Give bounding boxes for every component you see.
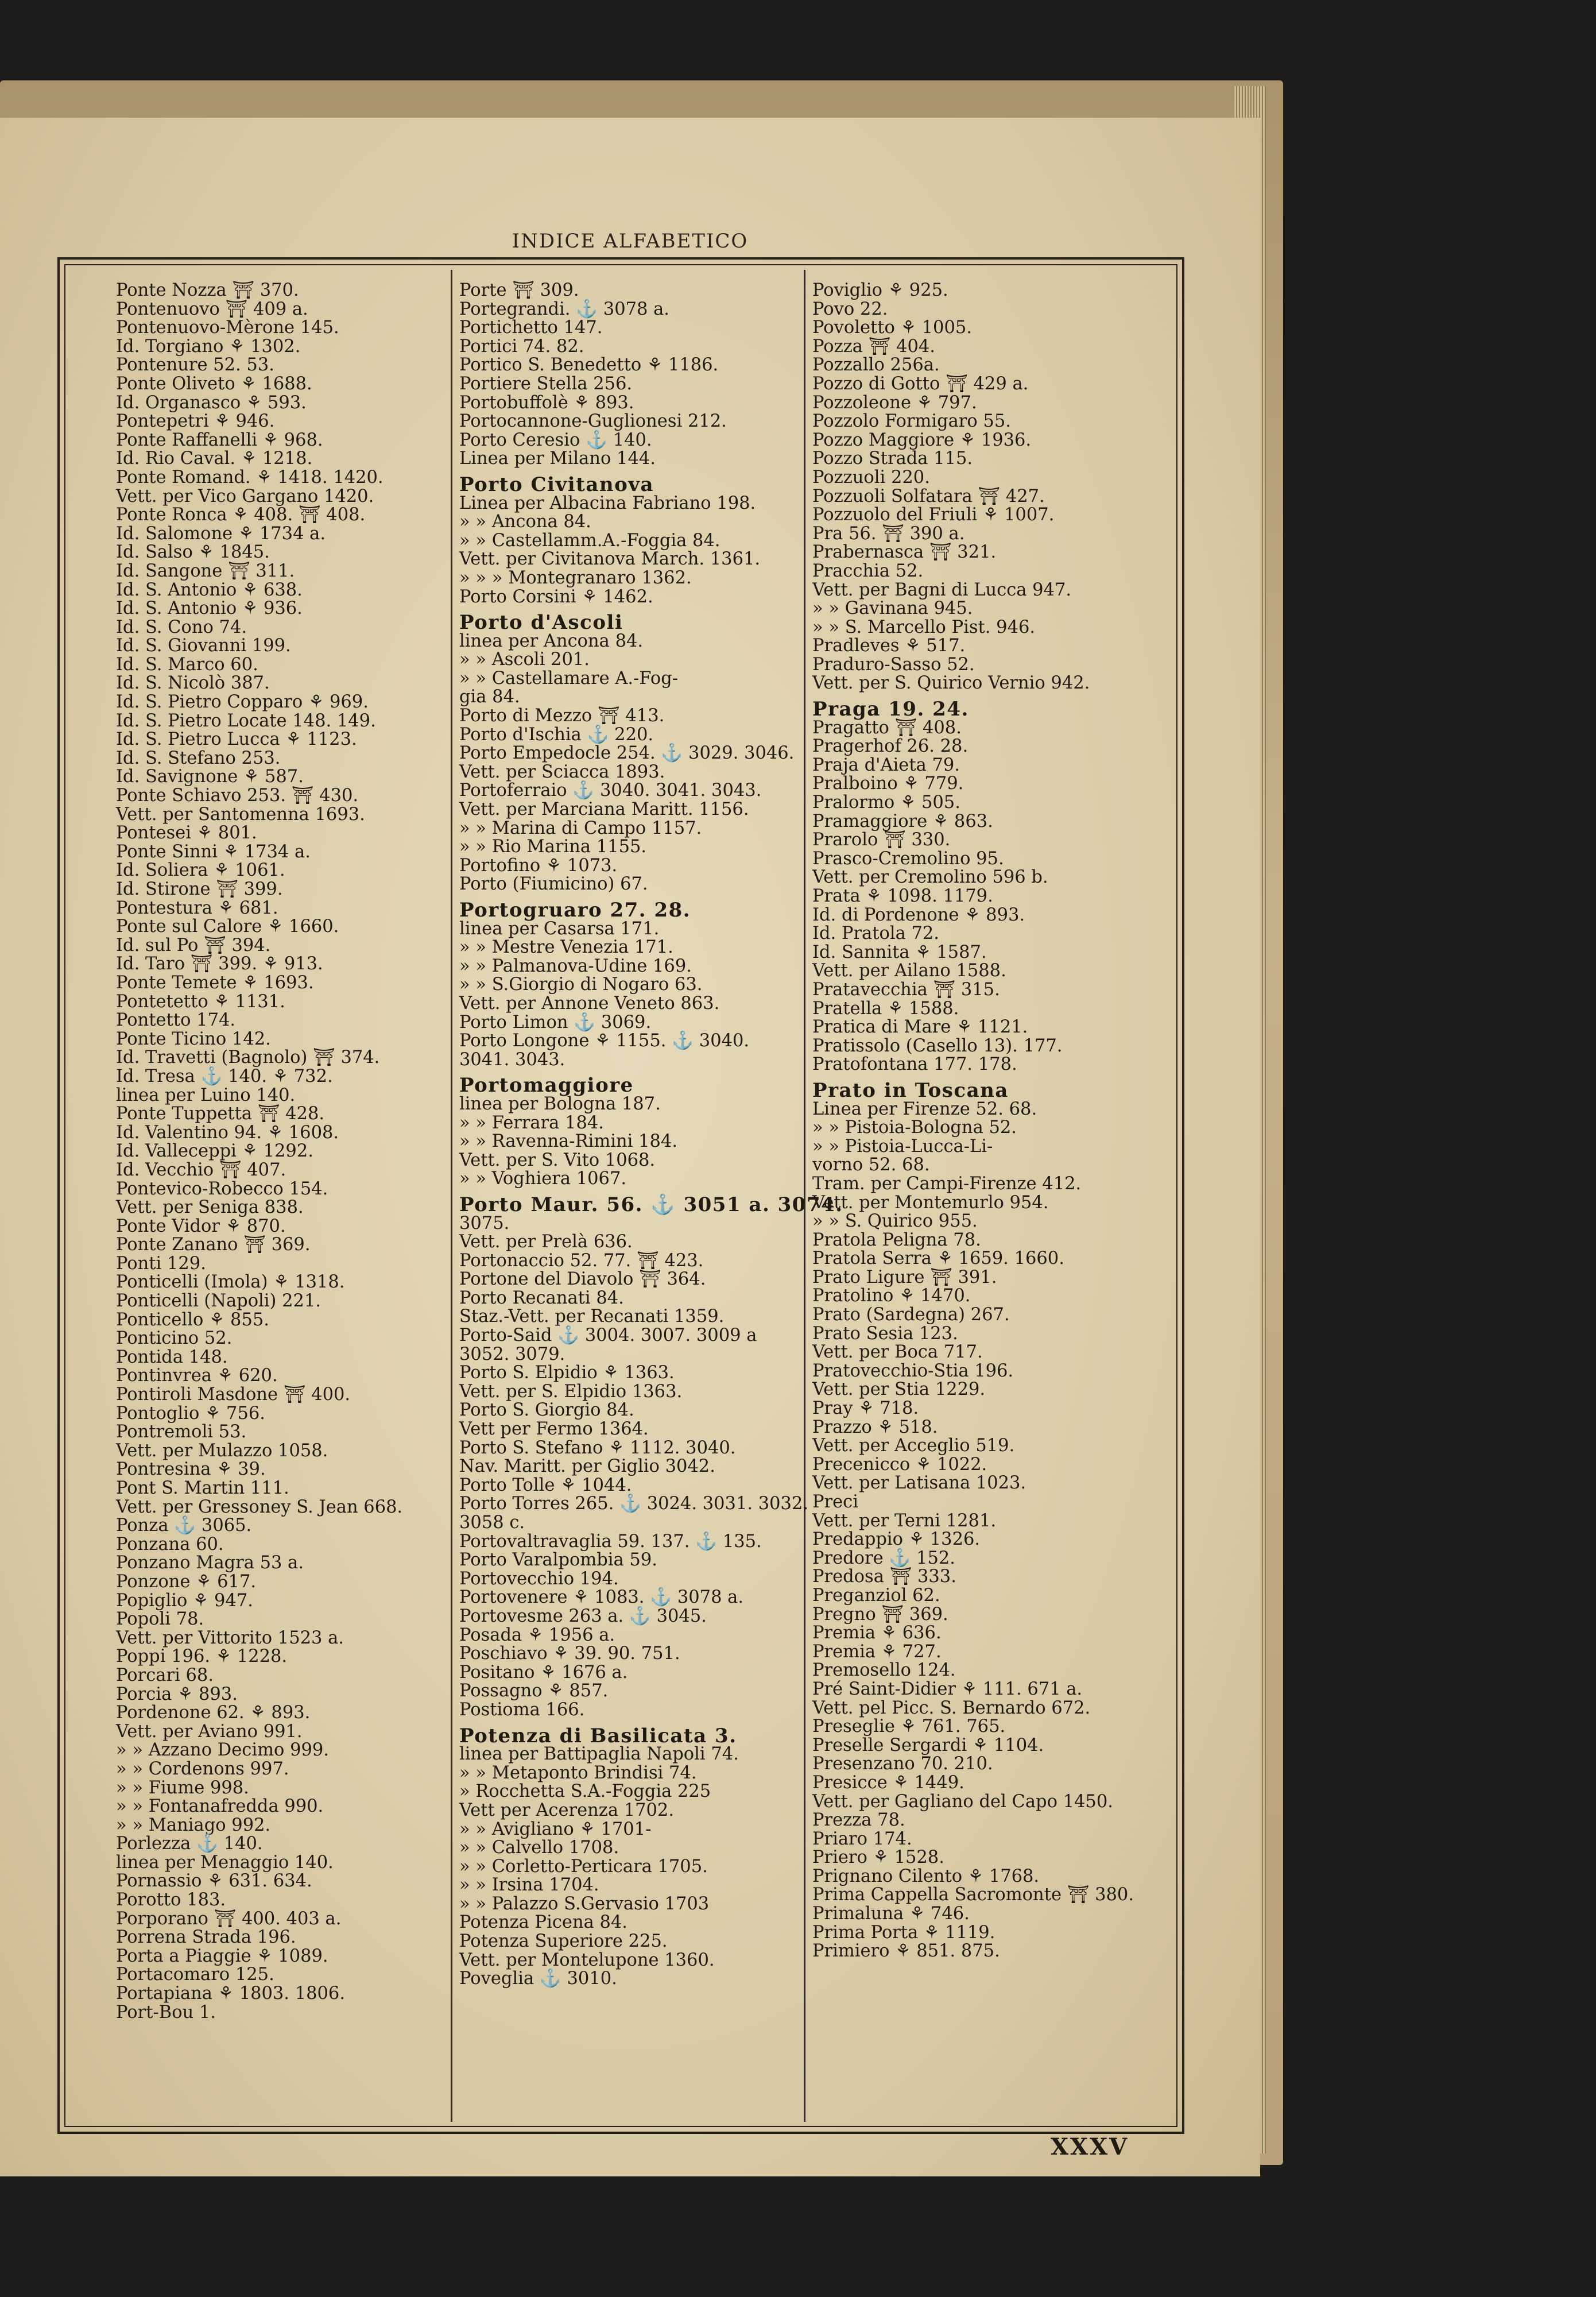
index-entry: Ponte Zanano ⛩ 369. — [116, 1235, 311, 1255]
index-entry: Vett. per Acceglio 519. — [812, 1436, 1015, 1456]
index-entry: Priero ⚘ 1528. — [812, 1847, 944, 1868]
index-entry: Ponte Romand. ⚘ 1418. 1420. — [116, 467, 383, 488]
index-entry: Vett. pel Picc. S. Bernardo 672. — [812, 1697, 1091, 1718]
index-entry: Porto Tolle ⚘ 1044. — [459, 1475, 632, 1495]
index-entry: 3058 c. — [459, 1513, 525, 1533]
index-entry: » » Azzano Decimo 999. — [116, 1740, 329, 1761]
index-entry: » » Ferrara 184. — [459, 1112, 604, 1133]
index-entry: 3041. 3043. — [459, 1049, 565, 1070]
index-entry: Id. Pratola 72. — [812, 923, 940, 944]
index-entry: Povoletto ⚘ 1005. — [812, 318, 972, 338]
index-entry: » » Metaponto Brindisi 74. — [459, 1762, 697, 1783]
index-entry: » » Palmanova-Udine 169. — [459, 956, 692, 976]
index-entry: Pratofontana 177. 178. — [812, 1054, 1017, 1075]
index-entry: Id. S. Nicolò 387. — [116, 673, 270, 694]
index-entry: Positano ⚘ 1676 a. — [459, 1662, 628, 1683]
index-entry: Portici 74. 82. — [459, 336, 584, 357]
index-entry: Ponte Ticino 142. — [116, 1028, 271, 1049]
index-entry: Portovecchio 194. — [459, 1568, 619, 1589]
index-entry: Ponzone ⚘ 617. — [116, 1571, 257, 1592]
index-entry: Pregno ⛩ 369. — [812, 1604, 948, 1625]
index-entry: Ponticino 52. — [116, 1328, 233, 1349]
index-entry: Preseglie ⚘ 761. 765. — [812, 1716, 1006, 1737]
index-entry: Vett. per Prelà 636. — [459, 1232, 633, 1252]
index-entry: » » Irsina 1704. — [459, 1875, 599, 1896]
index-entry: Pozza ⛩ 404. — [812, 336, 935, 357]
section-heading: Portomaggiore — [459, 1074, 634, 1097]
index-entry: Porotto 183. — [116, 1890, 226, 1911]
index-entry: Pontiroli Masdone ⛩ 400. — [116, 1385, 351, 1405]
index-entry: Pratella ⚘ 1588. — [812, 998, 959, 1019]
index-entry: Porrena Strada 196. — [116, 1927, 296, 1948]
index-entry: » » Calvello 1708. — [459, 1838, 619, 1858]
index-entry: Poviglio ⚘ 925. — [812, 280, 948, 300]
index-entry: Id. Stirone ⛩ 399. — [116, 879, 283, 899]
index-entry: Pozzuolo del Friuli ⚘ 1007. — [812, 505, 1055, 525]
index-entry: Vett. per Boca 717. — [812, 1342, 983, 1363]
index-entry: Portonaccio 52. 77. ⛩ 423. — [459, 1250, 704, 1271]
index-entry: Porto S. Elpidio ⚘ 1363. — [459, 1363, 675, 1383]
index-entry: Pratica di Mare ⚘ 1121. — [812, 1017, 1028, 1038]
index-entry: » » » Montegranaro 1362. — [459, 567, 692, 588]
index-entry: 3075. — [459, 1213, 510, 1233]
index-entry: Prezza 78. — [812, 1810, 905, 1831]
index-entry: Pray ⚘ 718. — [812, 1398, 919, 1419]
index-entry: Pozzo di Gotto ⛩ 429 a. — [812, 373, 1029, 394]
index-entry: Ponzana 60. — [116, 1534, 224, 1554]
index-entry: » » Gavinana 945. — [812, 598, 973, 619]
index-entry: Pratola Serra ⚘ 1659. 1660. — [812, 1248, 1064, 1269]
index-entry: Postioma 166. — [459, 1699, 585, 1720]
index-entry: Id. Travetti (Bagnolo) ⛩ 374. — [116, 1047, 380, 1068]
index-entry: Pralormo ⚘ 505. — [812, 792, 960, 813]
index-entry: Pra 56. ⛩ 390 a. — [812, 523, 965, 544]
index-entry: Ponzano Magra 53 a. — [116, 1553, 304, 1573]
index-entry: Pontevico-Robecco 154. — [116, 1178, 328, 1199]
index-entry: Precenicco ⚘ 1022. — [812, 1454, 987, 1475]
index-entry: Vett per Fermo 1364. — [459, 1419, 649, 1440]
index-entry: Id. Soliera ⚘ 1061. — [116, 860, 285, 881]
index-entry: Ponte Vidor ⚘ 870. — [116, 1216, 286, 1236]
index-entry: Id. Savignone ⚘ 587. — [116, 767, 304, 787]
index-entry: Potenza Picena 84. — [459, 1912, 627, 1933]
index-entry: » » Pistoia-Lucca-Li- — [812, 1136, 993, 1157]
page-header: INDICE ALFABETICO — [512, 230, 749, 253]
index-entry: Ponte Tuppetta ⛩ 428. — [116, 1104, 325, 1124]
index-entry: Portone del Diavolo ⛩ 364. — [459, 1269, 706, 1290]
index-entry: Vett. per Annone Veneto 863. — [459, 993, 720, 1014]
index-entry: Ponte Oliveto ⚘ 1688. — [116, 373, 312, 394]
index-entry: Pozzolo Formigaro 55. — [812, 411, 1011, 432]
index-entry: Popiglio ⚘ 947. — [116, 1590, 253, 1611]
index-entry: Porto Corsini ⚘ 1462. — [459, 586, 653, 607]
index-entry: Preselle Sergardi ⚘ 1104. — [812, 1735, 1044, 1755]
index-entry: Pratovecchio-Stia 196. — [812, 1360, 1014, 1381]
index-entry: Portichetto 147. — [459, 318, 603, 338]
index-entry: Predore ⚓ 152. — [812, 1548, 955, 1568]
index-entry: Prazzo ⚘ 518. — [812, 1417, 938, 1437]
index-entry: Tram. per Campi-Firenze 412. — [812, 1173, 1082, 1194]
index-entry: Porto Ceresio ⚓ 140. — [459, 430, 652, 450]
index-entry: Pratissolo (Casello 13). 177. — [812, 1035, 1063, 1056]
index-entry: Prima Porta ⚘ 1119. — [812, 1922, 995, 1943]
index-entry: Porporano ⛩ 400. 403 a. — [116, 1908, 342, 1929]
index-entry: » » Cordenons 997. — [116, 1758, 289, 1779]
index-entry: Portoferraio ⚓ 3040. 3041. 3043. — [459, 780, 762, 801]
index-entry: Pontida 148. — [116, 1347, 228, 1367]
index-entry: Pontesei ⚘ 801. — [116, 823, 257, 844]
index-entry: » » Palazzo S.Gervasio 1703 — [459, 1893, 710, 1914]
index-entry: Pratavecchia ⛩ 315. — [812, 979, 1000, 1000]
index-entry: Portovenere ⚘ 1083. ⚓ 3078 a. — [459, 1587, 744, 1608]
index-entry: Pozzo Maggiore ⚘ 1936. — [812, 430, 1032, 450]
index-entry: Id. S. Cono 74. — [116, 617, 247, 637]
section-heading: Potenza di Basilicata 3. — [459, 1724, 737, 1747]
column-divider — [451, 270, 452, 2122]
index-entry: Pratolino ⚘ 1470. — [812, 1286, 971, 1306]
index-column-1 — [116, 281, 402, 2022]
index-entry: linea per Luino 140. — [116, 1085, 296, 1105]
index-entry: Ponte Nozza ⛩ 370. — [116, 280, 299, 300]
index-entry: Pontetto 174. — [116, 1010, 236, 1031]
index-entry: Id. Valentino 94. ⚘ 1608. — [116, 1122, 339, 1143]
index-entry: Vett. per Gressoney S. Jean 668. — [116, 1496, 403, 1517]
index-entry: Id. Salomone ⚘ 1734 a. — [116, 523, 326, 544]
index-entry: Pradleves ⚘ 517. — [812, 636, 966, 656]
index-entry: Pontetetto ⚘ 1131. — [116, 991, 285, 1012]
index-entry: Id. di Pordenone ⚘ 893. — [812, 904, 1025, 925]
index-entry: Pragatto ⛩ 408. — [812, 717, 962, 738]
index-entry: Pratola Peligna 78. — [812, 1229, 981, 1250]
index-entry: Premia ⚘ 636. — [812, 1623, 942, 1644]
index-entry: Ponte Temete ⚘ 1693. — [116, 972, 314, 993]
index-entry: Prasco-Cremolino 95. — [812, 848, 1004, 869]
index-entry: » » Castellamm.A.-Foggia 84. — [459, 530, 720, 551]
index-entry: Id. Taro ⛩ 399. ⚘ 913. — [116, 954, 323, 975]
index-entry: Id. Vecchio ⛩ 407. — [116, 1159, 286, 1180]
index-entry: Portegrandi. ⚓ 3078 a. — [459, 299, 669, 319]
index-entry: Vett. per Latisana 1023. — [812, 1473, 1026, 1494]
index-entry: » » Avigliano ⚘ 1701- — [459, 1819, 652, 1839]
index-entry: Vett. per Gagliano del Capo 1450. — [812, 1791, 1113, 1812]
index-entry: Ponte Raffanelli ⚘ 968. — [116, 430, 323, 450]
index-entry: Pontenuovo-Mèrone 145. — [116, 318, 339, 338]
index-entry: Porto S. Stefano ⚘ 1112. 3040. — [459, 1437, 736, 1458]
index-entry: Pontenuovo ⛩ 409 a. — [116, 299, 308, 319]
index-entry: Prarolo ⛩ 330. — [812, 830, 951, 850]
index-entry: Porto d'Ischia ⚓ 220. — [459, 724, 654, 745]
index-entry: Id. S. Pietro Lucca ⚘ 1123. — [116, 729, 357, 750]
index-entry: » » Ravenna-Rimini 184. — [459, 1131, 678, 1152]
index-entry: Pozzuoli 220. — [812, 467, 930, 488]
index-entry: Popoli 78. — [116, 1609, 204, 1630]
index-entry: » » Castellamare A.-Fog- — [459, 668, 679, 689]
index-entry: Linea per Milano 144. — [459, 448, 656, 469]
index-entry: Pozzo Strada 115. — [812, 448, 973, 469]
index-entry: Id. S. Giovanni 199. — [116, 636, 291, 656]
index-entry: Id. S. Pietro Locate 148. 149. — [116, 710, 376, 731]
index-entry: Portiere Stella 256. — [459, 373, 633, 394]
index-entry: Prignano Cilento ⚘ 1768. — [812, 1866, 1040, 1886]
index-entry: linea per Bologna 187. — [459, 1093, 661, 1114]
index-entry: Vett. per S. Vito 1068. — [459, 1150, 656, 1170]
index-entry: Ponte sul Calore ⚘ 1660. — [116, 917, 339, 937]
index-entry: Id. Organasco ⚘ 593. — [116, 392, 307, 413]
index-entry: Vett. per Terni 1281. — [812, 1510, 997, 1531]
index-entry: linea per Menaggio 140. — [116, 1852, 334, 1873]
index-entry: Prata ⚘ 1098. 1179. — [812, 886, 993, 906]
index-column-3 — [812, 281, 1134, 1961]
index-entry: Vett. per Sciacca 1893. — [459, 761, 665, 782]
index-entry: Id. Valleceppi ⚘ 1292. — [116, 1141, 313, 1162]
index-entry: Pontoglio ⚘ 756. — [116, 1403, 265, 1424]
index-entry: Porto Varalpombia 59. — [459, 1550, 657, 1571]
index-entry: Pracchia 52. — [812, 560, 924, 581]
index-entry: » » Mestre Venezia 171. — [459, 937, 673, 958]
index-entry: Porto S. Giorgio 84. — [459, 1400, 634, 1421]
index-entry: Id. Sannita ⚘ 1587. — [812, 942, 987, 962]
index-entry: Portobuffolè ⚘ 893. — [459, 392, 634, 413]
index-entry: Vett. per Marciana Maritt. 1156. — [459, 799, 749, 820]
index-entry: Pordenone 62. ⚘ 893. — [116, 1703, 311, 1723]
index-entry: Porto Torres 265. ⚓ 3024. 3031. 3032. — [459, 1494, 809, 1514]
index-entry: Vett. per Mulazzo 1058. — [116, 1440, 328, 1461]
index-entry: Id. S. Marco 60. — [116, 654, 258, 675]
index-entry: Porto di Mezzo ⛩ 413. — [459, 706, 665, 726]
index-entry: Portico S. Benedetto ⚘ 1186. — [459, 355, 719, 376]
index-entry: Vett. per S. Quirico Vernio 942. — [812, 673, 1090, 694]
index-entry: Pragerhof 26. 28. — [812, 736, 969, 757]
index-entry: Priaro 174. — [812, 1828, 912, 1849]
index-entry: Porto Empedocle 254. ⚓ 3029. 3046. — [459, 743, 795, 764]
index-entry: Porto (Fiumicino) 67. — [459, 874, 648, 895]
index-entry: vorno 52. 68. — [812, 1155, 930, 1175]
index-entry: Vett. per Aviano 991. — [116, 1721, 303, 1742]
index-entry: Portapiana ⚘ 1803. 1806. — [116, 1983, 346, 2004]
section-heading: Prato in Toscana — [812, 1078, 1009, 1102]
index-entry: Ponte Sinni ⚘ 1734 a. — [116, 841, 311, 862]
index-entry: Id. S. Antonio ⚘ 936. — [116, 598, 303, 619]
index-entry: Vett. per Montemurlo 954. — [812, 1192, 1049, 1213]
index-entry: Porto-Said ⚓ 3004. 3007. 3009 a — [459, 1325, 757, 1346]
index-entry: Premosello 124. — [812, 1660, 956, 1681]
index-entry: Staz.-Vett. per Recanati 1359. — [459, 1306, 725, 1327]
index-entry: Ponte Ronca ⚘ 408. ⛩ 408. — [116, 505, 366, 525]
index-entry: Prato (Sardegna) 267. — [812, 1305, 1010, 1325]
index-entry: Prabernasca ⛩ 321. — [812, 542, 997, 563]
index-entry: Porlezza ⚓ 140. — [116, 1834, 263, 1854]
index-entry: » » Rio Marina 1155. — [459, 837, 647, 857]
index-entry: Pontepetri ⚘ 946. — [116, 411, 275, 432]
index-entry: Vett. per Seniga 838. — [116, 1197, 304, 1218]
index-entry: Preci — [812, 1492, 858, 1512]
index-entry: » » Voghiera 1067. — [459, 1169, 627, 1189]
index-entry: Vett. per S. Elpidio 1363. — [459, 1381, 683, 1402]
index-entry: linea per Battipaglia Napoli 74. — [459, 1744, 739, 1765]
index-entry: Portofino ⚘ 1073. — [459, 855, 618, 876]
index-entry: Pozzoleone ⚘ 797. — [812, 392, 977, 413]
index-entry: Nav. Maritt. per Giglio 3042. — [459, 1456, 715, 1477]
index-entry: » » Maniago 992. — [116, 1815, 271, 1835]
index-entry: Povo 22. — [812, 299, 888, 319]
index-entry: Poschiavo ⚘ 39. 90. 751. — [459, 1644, 680, 1664]
index-entry: Prato Sesia 123. — [812, 1323, 958, 1344]
section-heading: Porto Maur. 56. ⚓ 3051 a. 3074. — [459, 1193, 843, 1216]
index-entry: Id. Salso ⚘ 1845. — [116, 542, 270, 563]
index-entry: Pontremoli 53. — [116, 1422, 247, 1443]
index-entry: Ponte Schiavo 253. ⛩ 430. — [116, 786, 359, 806]
index-entry: Portovaltravaglia 59. 137. ⚓ 135. — [459, 1531, 762, 1552]
index-entry: Pozzuoli Solfatara ⛩ 427. — [812, 486, 1045, 506]
index-entry: Possagno ⚘ 857. — [459, 1681, 609, 1702]
index-entry: Port-Bou 1. — [116, 2002, 216, 2023]
index-entry: Id. Tresa ⚓ 140. ⚘ 732. — [116, 1066, 333, 1086]
index-entry: Pontenure 52. 53. — [116, 355, 274, 376]
index-entry: Vett. per Civitanova March. 1361. — [459, 549, 761, 570]
index-entry: Linea per Albacina Fabriano 198. — [459, 493, 756, 513]
index-entry: Portovesme 263 a. ⚓ 3045. — [459, 1606, 707, 1626]
index-entry: Ponti 129. — [116, 1253, 206, 1274]
index-entry: » » Ascoli 201. — [459, 649, 590, 670]
index-entry: Vett. per Montelupone 1360. — [459, 1950, 715, 1970]
index-entry: Porto Limon ⚓ 3069. — [459, 1012, 652, 1033]
index-entry: gia 84. — [459, 687, 520, 707]
index-entry: Vett. per Vico Gargano 1420. — [116, 486, 374, 506]
index-entry: Linea per Firenze 52. 68. — [812, 1099, 1037, 1119]
index-entry: 3052. 3079. — [459, 1344, 565, 1364]
index-entry: Porto Recanati 84. — [459, 1287, 624, 1308]
index-entry: » » S. Quirico 955. — [812, 1211, 978, 1232]
index-entry: Porta a Piaggie ⚘ 1089. — [116, 1946, 328, 1966]
index-entry: Primiero ⚘ 851. 875. — [812, 1941, 1000, 1962]
index-entry: » » S.Giorgio di Nogaro 63. — [459, 975, 703, 995]
index-entry: Vett. per Santomenna 1693. — [116, 804, 365, 825]
index-entry: Ponticelli (Imola) ⚘ 1318. — [116, 1272, 345, 1293]
index-entry: Id. S. Pietro Copparo ⚘ 969. — [116, 692, 369, 713]
index-entry: Pontestura ⚘ 681. — [116, 898, 278, 918]
index-entry: Preganziol 62. — [812, 1585, 940, 1606]
index-entry: Potenza Superiore 225. — [459, 1931, 668, 1952]
index-entry: Premia ⚘ 727. — [812, 1641, 942, 1662]
index-entry: Pralboino ⚘ 779. — [812, 774, 964, 794]
index-entry: Ponticelli (Napoli) 221. — [116, 1291, 321, 1312]
index-entry: » » Fiume 998. — [116, 1777, 249, 1798]
index-entry: Id. Rio Caval. ⚘ 1218. — [116, 448, 313, 469]
index-entry: Posada ⚘ 1956 a. — [459, 1625, 615, 1645]
index-entry: » » Fontanafredda 990. — [116, 1796, 324, 1817]
index-entry: Prato Ligure ⛩ 391. — [812, 1267, 997, 1287]
index-entry: » » Marina di Campo 1157. — [459, 818, 702, 838]
index-entry: linea per Casarsa 171. — [459, 918, 660, 939]
index-entry: Ponza ⚓ 3065. — [116, 1515, 252, 1536]
index-entry: Pozzallo 256a. — [812, 355, 940, 376]
index-entry: Vett. per Vittorito 1523 a. — [116, 1627, 344, 1648]
index-entry: Vett. per Ailano 1588. — [812, 961, 1006, 981]
index-entry: » » Pistoia-Bologna 52. — [812, 1117, 1017, 1138]
index-entry: Primaluna ⚘ 746. — [812, 1904, 970, 1924]
index-entry: Vett. per Bagni di Lucca 947. — [812, 579, 1072, 600]
section-heading: Porto d'Ascoli — [459, 611, 623, 635]
index-entry: Porto Longone ⚘ 1155. ⚓ 3040. — [459, 1031, 750, 1051]
index-entry: Id. sul Po ⛩ 394. — [116, 935, 271, 956]
index-entry: Id. S. Stefano 253. — [116, 748, 281, 768]
section-heading: Portogruaro 27. 28. — [459, 899, 691, 922]
index-entry: Praja d'Aieta 79. — [812, 755, 960, 775]
index-entry: Id. S. Antonio ⚘ 638. — [116, 579, 303, 600]
index-entry: Prima Cappella Sacromonte ⛩ 380. — [812, 1885, 1134, 1905]
index-entry: Poppi 196. ⚘ 1228. — [116, 1646, 288, 1667]
index-entry: » Rocchetta S.A.-Foggia 225 — [459, 1781, 711, 1802]
index-entry: Pontinvrea ⚘ 620. — [116, 1366, 278, 1386]
index-entry: Porcia ⚘ 893. — [116, 1684, 238, 1704]
index-entry: Poveglia ⚓ 3010. — [459, 1969, 617, 1989]
index-entry: Praduro-Sasso 52. — [812, 654, 975, 675]
index-entry: Porte ⛩ 309. — [459, 280, 579, 300]
index-entry: Pont S. Martin 111. — [116, 1478, 289, 1498]
index-entry: » » Corletto-Perticara 1705. — [459, 1856, 708, 1877]
index-entry: linea per Ancona 84. — [459, 631, 644, 651]
index-entry: Predosa ⛩ 333. — [812, 1567, 956, 1587]
index-entry: Porcari 68. — [116, 1665, 214, 1685]
index-entry: Presicce ⚘ 1449. — [812, 1772, 964, 1793]
section-heading: Praga 19. 24. — [812, 698, 969, 721]
index-entry: Id. Torgiano ⚘ 1302. — [116, 336, 301, 357]
page-number: XXXV — [1051, 2133, 1129, 2160]
index-entry: Presenzano 70. 210. — [812, 1754, 993, 1774]
index-entry: Predappio ⚘ 1326. — [812, 1529, 981, 1550]
index-entry: Vett. per Stia 1229. — [812, 1379, 986, 1400]
index-entry: » » Ancona 84. — [459, 512, 591, 532]
index-entry: Ponticello ⚘ 855. — [116, 1309, 269, 1330]
index-entry: Vett per Acerenza 1702. — [459, 1800, 675, 1820]
index-entry: » » S. Marcello Pist. 946. — [812, 617, 1036, 637]
index-entry: Vett. per Cremolino 596 b. — [812, 867, 1048, 888]
index-entry: Pré Saint-Didier ⚘ 111. 671 a. — [812, 1679, 1083, 1699]
index-column-2 — [459, 281, 843, 1989]
index-entry: Id. Sangone ⛩ 311. — [116, 560, 295, 581]
index-entry: Pontresina ⚘ 39. — [116, 1459, 266, 1480]
index-entry: Pramaggiore ⚘ 863. — [812, 811, 993, 832]
index-entry: Pornassio ⚘ 631. 634. — [116, 1871, 312, 1892]
index-entry: Portocannone-Guglionesi 212. — [459, 411, 727, 432]
index-entry: Portacomaro 125. — [116, 1965, 274, 1985]
section-heading: Porto Civitanova — [459, 473, 654, 496]
